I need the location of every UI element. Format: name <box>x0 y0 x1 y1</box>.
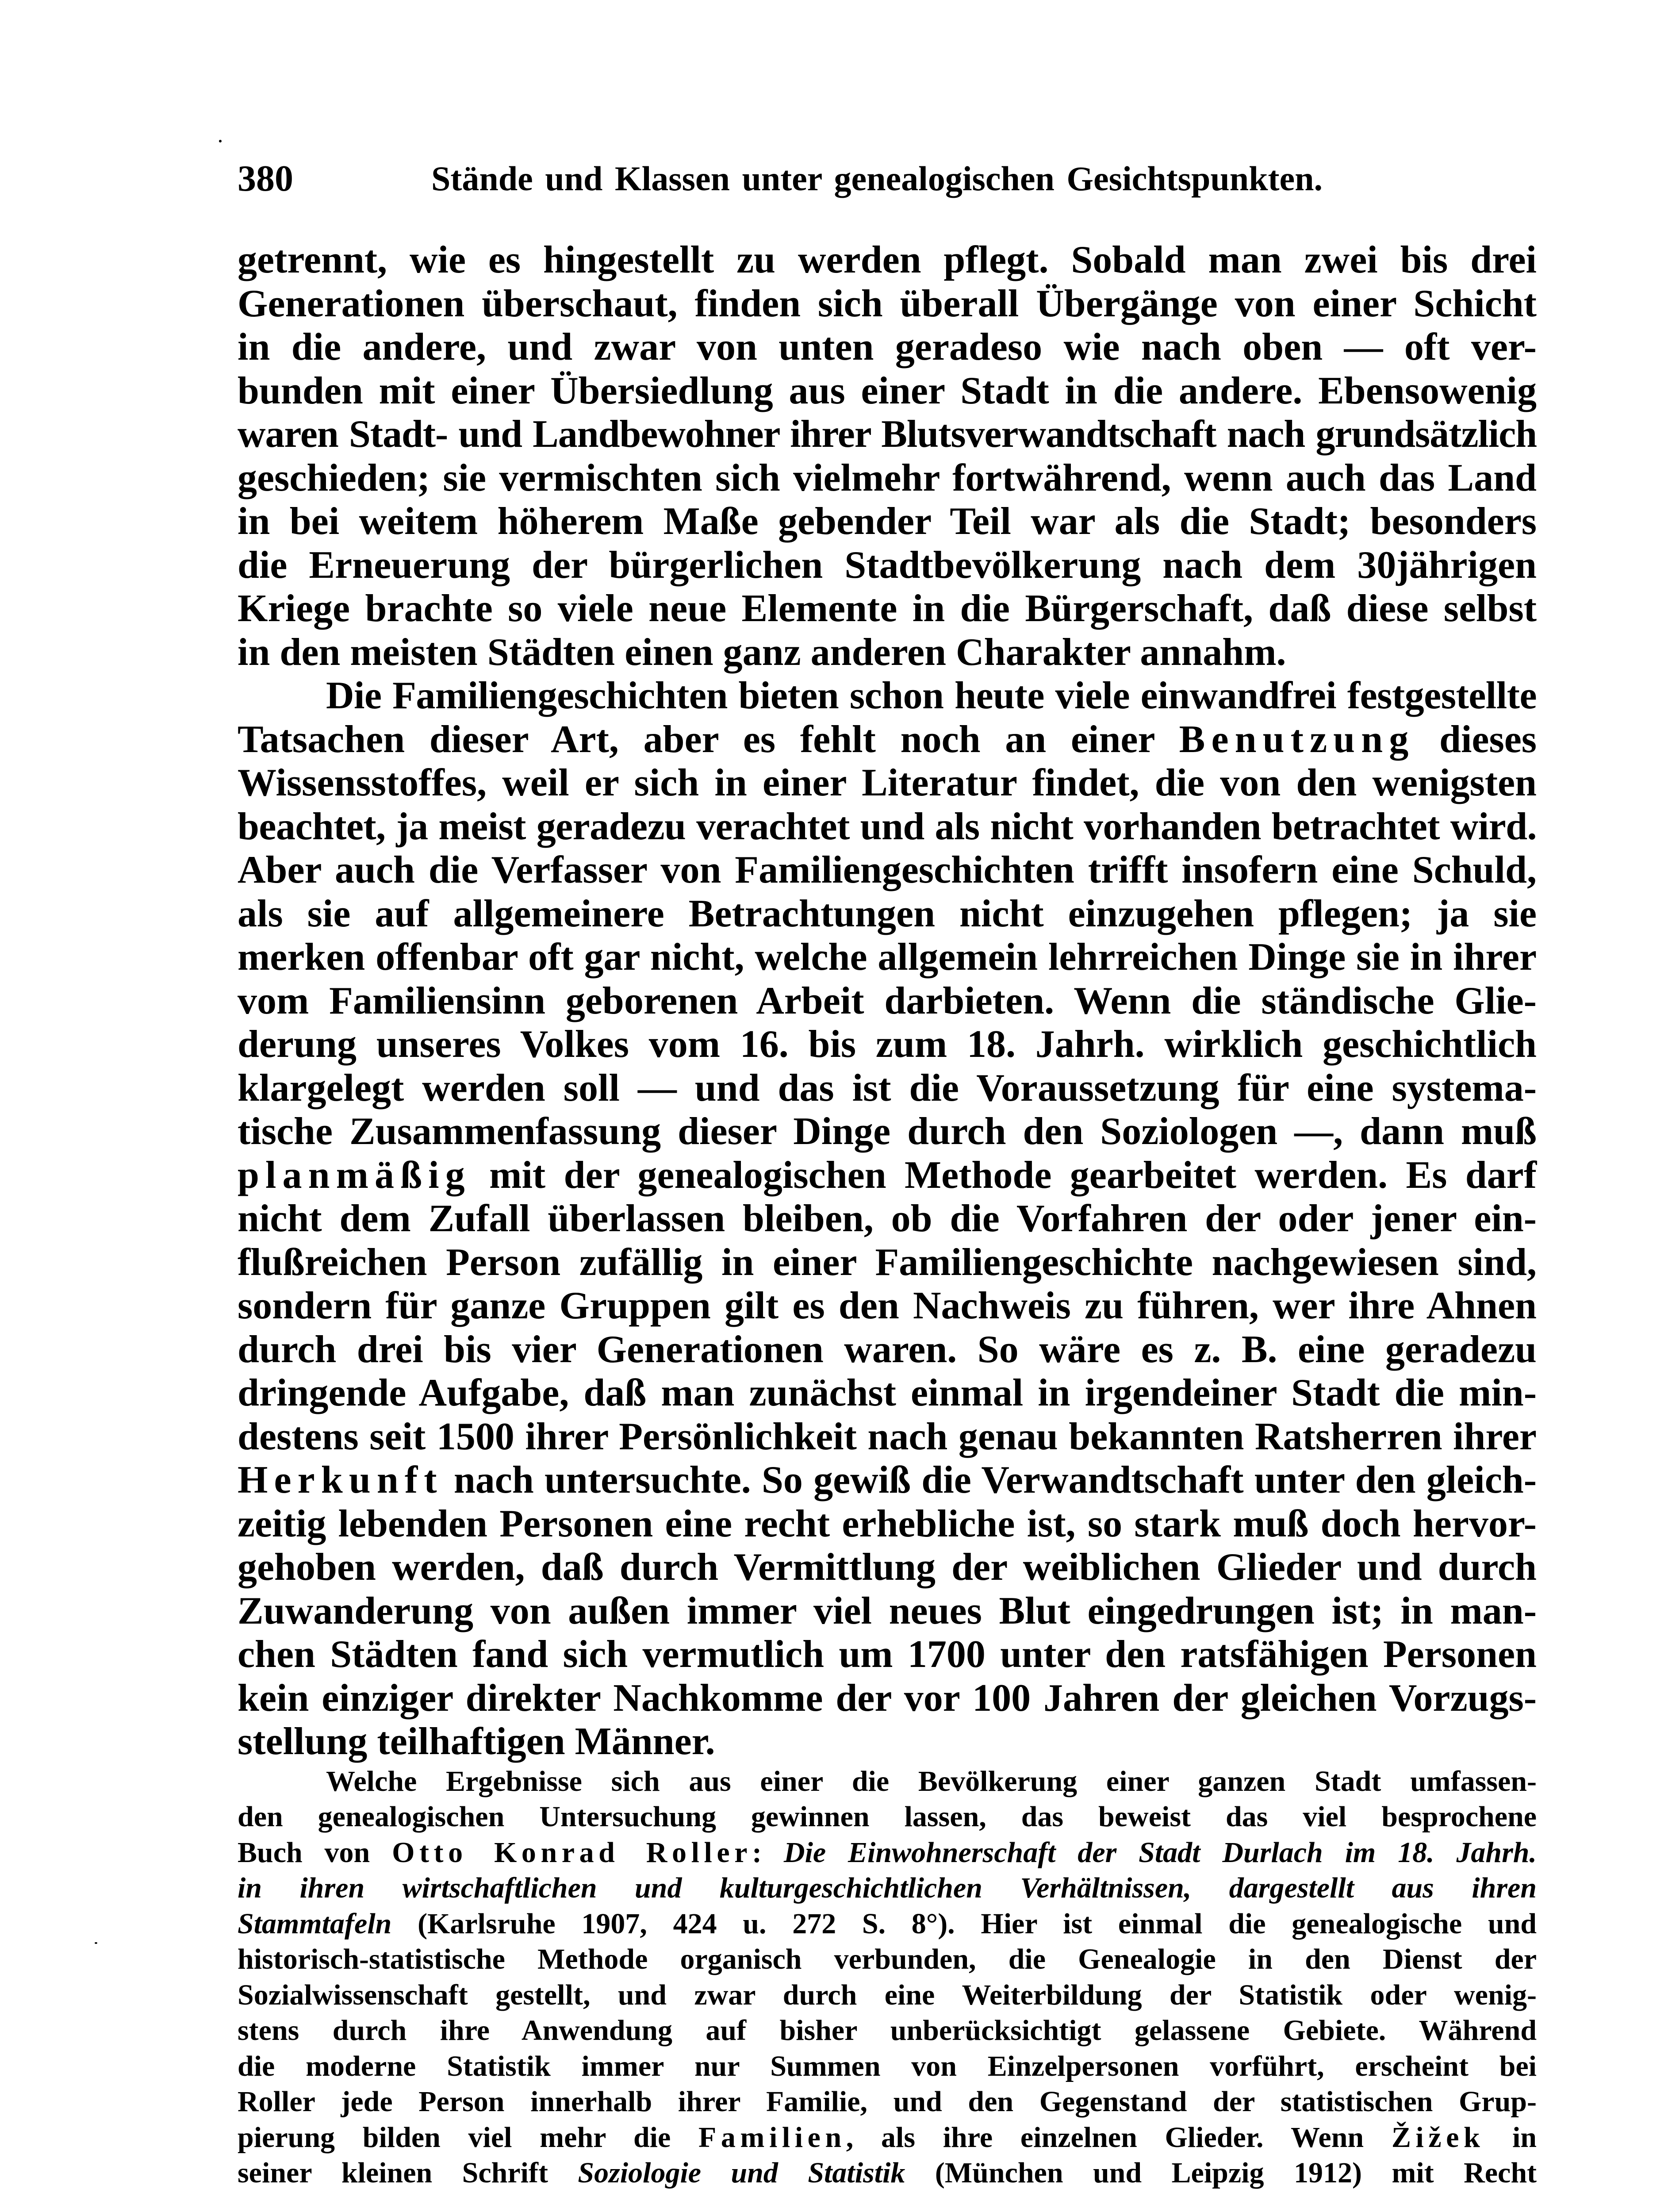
line-content <box>238 1371 1537 1414</box>
body-line <box>238 1067 1537 1110</box>
line-content <box>238 1067 1537 1110</box>
line-content <box>238 369 1537 412</box>
body-line <box>238 1328 1537 1372</box>
text-run: : <box>752 1836 784 1869</box>
body-line <box>238 761 1537 805</box>
spaced-emphasis-text: Žižek <box>1391 2121 1485 2154</box>
line-content <box>238 1328 1537 1371</box>
line-content <box>238 1459 1537 1502</box>
text-run: Zuwanderung von außen immer viel neues Blut eingedrungen ist; in man- <box>238 1589 1537 1632</box>
text-run: vom Familiensinn geborenen Arbeit darbieten. Wenn die ständische Glie- <box>238 979 1537 1022</box>
line-content <box>238 2085 1537 2118</box>
line-content <box>238 1110 1537 1153</box>
footnote-line <box>238 2155 1537 2191</box>
text-run: in den meisten Städten einen ganz anderen Charakter annahm. <box>238 630 1286 674</box>
line-content <box>238 1546 1537 1589</box>
body-line <box>238 238 1537 282</box>
line-content <box>238 1590 1537 1632</box>
text-run: chen Städten fand sich vermutlich um 1700 unter den ratsfähigen Personen <box>238 1633 1537 1676</box>
line-content <box>238 631 1286 674</box>
body-line <box>238 1110 1537 1154</box>
line-content <box>238 761 1537 804</box>
body-line <box>238 892 1537 936</box>
line-content <box>238 1633 1537 1676</box>
footnote-line <box>238 1764 1537 1800</box>
main-text <box>238 0 1537 1764</box>
body-line <box>238 326 1537 369</box>
line-content <box>238 936 1537 979</box>
text-run: Tatsachen dieser Art, aber es fehlt noch an einer <box>238 718 1179 761</box>
line-content <box>238 1415 1537 1458</box>
body-line <box>238 849 1537 892</box>
text-run: dringende Aufgabe, daß man zunächst einmal in irgendeiner Stadt die min- <box>238 1371 1537 1414</box>
line-content <box>238 849 1537 891</box>
spaced-emphasis-text: Herkunft <box>238 1459 443 1502</box>
text-run: durch drei bis vier Generationen waren. So wäre es z. B. eine geradezu <box>238 1328 1537 1371</box>
line-content <box>238 1979 1537 2011</box>
text-run: in bei weitem höherem Maße gebender Teil war als die Stadt; besonders <box>238 500 1537 543</box>
line-content <box>238 1154 1537 1197</box>
body-line <box>238 1502 1537 1546</box>
body-line <box>238 1415 1537 1459</box>
text-run: den genealogischen Untersuchung gewinnen lassen, das beweist das viel besprochene <box>238 1801 1537 1833</box>
body-line <box>238 1241 1537 1285</box>
body-line <box>238 369 1537 413</box>
text-run: Sozialwissenschaft gestellt, und zwar durch eine Weiterbildung der Statistik oder wenig- <box>238 1978 1537 2011</box>
text-run: nach untersuchte. So gewiß die Verwandtschaft unter den gleich- <box>443 1459 1537 1502</box>
footnote-line <box>238 1835 1537 1871</box>
footnote-line <box>238 2013 1537 2049</box>
line-content <box>238 544 1537 587</box>
text-run: flußreichen Person zufällig in einer Familiengeschichte nachgewiesen sind, <box>238 1240 1537 1284</box>
footnote-line <box>238 1799 1537 1835</box>
body-line <box>238 500 1537 544</box>
line-content <box>238 500 1537 543</box>
body-line <box>238 1677 1537 1720</box>
body-line <box>238 674 1537 718</box>
text-run: Roller jede Person innerhalb ihrer Familie, und den Gegenstand der statistischen Grup- <box>238 2085 1537 2118</box>
footnote-line <box>238 2084 1537 2120</box>
footnote-line <box>238 2049 1537 2085</box>
line-content <box>326 674 1537 717</box>
line-content <box>238 457 1537 499</box>
text-run: Buch von <box>238 1836 392 1869</box>
footnote-line <box>238 2120 1537 2156</box>
line-content <box>238 1023 1537 1066</box>
body-line <box>238 718 1537 762</box>
body-line <box>238 1590 1537 1633</box>
line-content <box>238 413 1537 456</box>
running-title: Stände und Klassen unter genealogischen Gesichtspunkten. <box>431 159 1323 198</box>
body-line <box>238 282 1537 326</box>
body-line <box>238 1023 1537 1067</box>
line-content <box>238 1836 1537 1869</box>
text-run: destens seit 1500 ihrer Persönlichkeit nach genau bekannten Ratsherren ihrer <box>238 1415 1537 1458</box>
scan-speck <box>219 140 222 142</box>
text-run: seiner kleinen Schrift <box>238 2157 578 2189</box>
text-run: kein einziger direkter Nachkomme der vor 100 Jahren der gleichen Vorzugs- <box>238 1676 1537 1720</box>
footnote-text <box>238 1764 1537 2191</box>
text-run: Wissensstoffes, weil er sich in einer Literatur findet, die von den wenigsten <box>238 761 1537 804</box>
text-run: Welche Ergebnisse sich aus einer die Bevölkerung einer ganzen Stadt umfassen- <box>326 1765 1537 1797</box>
text-run: in die andere, und zwar von unten geradeso wie nach oben — oft ver- <box>238 326 1537 369</box>
line-content <box>238 979 1537 1022</box>
text-run: Generationen überschaut, finden sich überall Übergänge von einer Schicht <box>238 282 1537 325</box>
body-line <box>238 1720 1537 1764</box>
line-content <box>238 1943 1537 1975</box>
text-run: mit der genealogischen Methode gearbeitet werden. Es darf <box>471 1153 1537 1197</box>
text-run: pierung bilden viel mehr die <box>238 2121 698 2154</box>
body-line <box>238 587 1537 631</box>
text-run: als sie auf allgemeinere Betrachtungen nicht einzugehen pflegen; ja sie <box>238 892 1537 935</box>
line-content <box>238 282 1537 325</box>
text-run: Kriege brachte so viele neue Elemente in die Bürgerschaft, daß diese selbst <box>238 587 1537 630</box>
text-run: (Karlsruhe 1907, 424 u. 272 S. 8°). Hier ist einmal die genealogische und <box>391 1907 1537 1940</box>
body-line <box>238 631 1537 675</box>
text-run: stellung teilhaftigen Männer. <box>238 1720 715 1763</box>
line-content <box>238 2121 1537 2154</box>
footnote-line <box>238 1906 1537 1942</box>
text-run: nicht dem Zufall überlassen bleiben, ob die Vorfahren der oder jener ein- <box>238 1197 1537 1240</box>
line-content <box>238 1241 1537 1284</box>
italic-title-text: Die Einwohnerschaft der Stadt Durlach im 18. Jahrh. <box>783 1836 1537 1869</box>
page-number: 380 <box>238 158 293 199</box>
body-line <box>238 1154 1537 1198</box>
footnote-line <box>238 1942 1537 1978</box>
footnote-line <box>238 1978 1537 2013</box>
text-run: tische Zusammenfassung dieser Dinge durch den Soziologen —, dann muß <box>238 1110 1537 1153</box>
line-content <box>238 2157 1537 2189</box>
line-content <box>238 1908 1537 1940</box>
body-line <box>238 1284 1537 1328</box>
text-run: klargelegt werden soll — und das ist die Voraussetzung für eine systema- <box>238 1066 1537 1110</box>
line-content <box>238 587 1537 630</box>
footnote-line <box>238 1870 1537 1906</box>
text-run: dieses <box>1415 718 1537 761</box>
text-run: waren Stadt- und Landbewohner ihrer Blutsverwandtschaft nach grundsätzlich <box>238 413 1537 456</box>
spaced-emphasis-text: Familien <box>698 2121 846 2154</box>
spaced-emphasis-text: planmäßig <box>238 1153 471 1197</box>
text-run: Die Familiengeschichten bieten schon heute viele einwandfrei festgestellte <box>326 674 1537 717</box>
line-content <box>238 1502 1537 1545</box>
body-line <box>238 805 1537 849</box>
text-run: sondern für ganze Gruppen gilt es den Nachweis zu führen, wer ihre Ahnen <box>238 1284 1537 1327</box>
italic-title-text: Soziologie und Statistik <box>578 2157 905 2189</box>
line-content <box>238 1197 1537 1240</box>
text-run: gehoben werden, daß durch Vermittlung der weiblichen Glieder und durch <box>238 1546 1537 1589</box>
text-run: historisch-statistische Methode organisch verbunden, die Genealogie in den Dienst der <box>238 1943 1537 1975</box>
body-line <box>238 413 1537 457</box>
body-line <box>238 457 1537 500</box>
spaced-emphasis-text: Otto Konrad Roller <box>392 1836 752 1869</box>
spaced-emphasis-text: Benutzung <box>1179 718 1415 761</box>
text-run: die Erneuerung der bürgerlichen Stadtbevölkerung nach dem 30jährigen <box>238 543 1537 587</box>
body-line <box>238 1459 1537 1502</box>
text-run: derung unseres Volkes vom 16. bis zum 18. Jahrh. wirklich geschichtlich <box>238 1023 1537 1066</box>
text-run: geschieden; sie vermischten sich vielmehr fortwährend, wenn auch das Land <box>238 456 1537 499</box>
line-content <box>326 1765 1537 1797</box>
body-line <box>238 1546 1537 1590</box>
text-run: merken offenbar oft gar nicht, welche allgemein lehrreichen Dinge sie in ihrer <box>238 936 1537 979</box>
line-content <box>238 1872 1537 1904</box>
line-content <box>238 1720 715 1763</box>
text-run: bunden mit einer Übersiedlung aus einer Stadt in die andere. Ebensowenig <box>238 369 1537 412</box>
line-content <box>238 805 1537 848</box>
line-content <box>238 2014 1537 2047</box>
line-content <box>238 892 1537 935</box>
italic-title-text: Stammtafeln <box>238 1907 392 1940</box>
line-content <box>238 1284 1537 1327</box>
text-run: die moderne Statistik immer nur Summen von Einzelpersonen vorführt, erscheint bei <box>238 2050 1537 2082</box>
line-content <box>238 1677 1537 1720</box>
text-run: stens durch ihre Anwendung auf bisher unberücksichtigt gelassene Gebiete. Während <box>238 2014 1537 2047</box>
text-run: getrennt, wie es hingestellt zu werden pflegt. Sobald man zwei bis drei <box>238 238 1537 281</box>
text-run: beachtet, ja meist geradezu verachtet und als nicht vorhanden betrachtet wird. <box>238 805 1537 848</box>
italic-title-text: in ihren wirtschaftlichen und kulturgeschichtlichen Verhältnissen, dargestellt aus ihren <box>238 1872 1537 1904</box>
body-line <box>238 1633 1537 1677</box>
text-run: Aber auch die Verfasser von Familiengeschichten trifft insofern eine Schuld, <box>238 849 1537 891</box>
text-run: (München und Leipzig 1912) mit Recht <box>905 2157 1537 2189</box>
text-run: zeitig lebenden Personen eine recht erhebliche ist, so stark muß doch hervor- <box>238 1502 1537 1545</box>
line-content <box>238 718 1537 761</box>
body-line <box>238 544 1537 588</box>
body-line <box>238 979 1537 1023</box>
line-content <box>238 238 1537 281</box>
body-line <box>238 936 1537 979</box>
body-line <box>238 1371 1537 1415</box>
line-content <box>238 2050 1537 2082</box>
body-line <box>238 1197 1537 1241</box>
line-content <box>238 326 1537 369</box>
text-run: in <box>1484 2121 1537 2154</box>
text-run: , als ihre einzelnen Glieder. Wenn <box>846 2121 1392 2154</box>
scan-speck <box>95 1942 97 1944</box>
line-content <box>238 1801 1537 1833</box>
